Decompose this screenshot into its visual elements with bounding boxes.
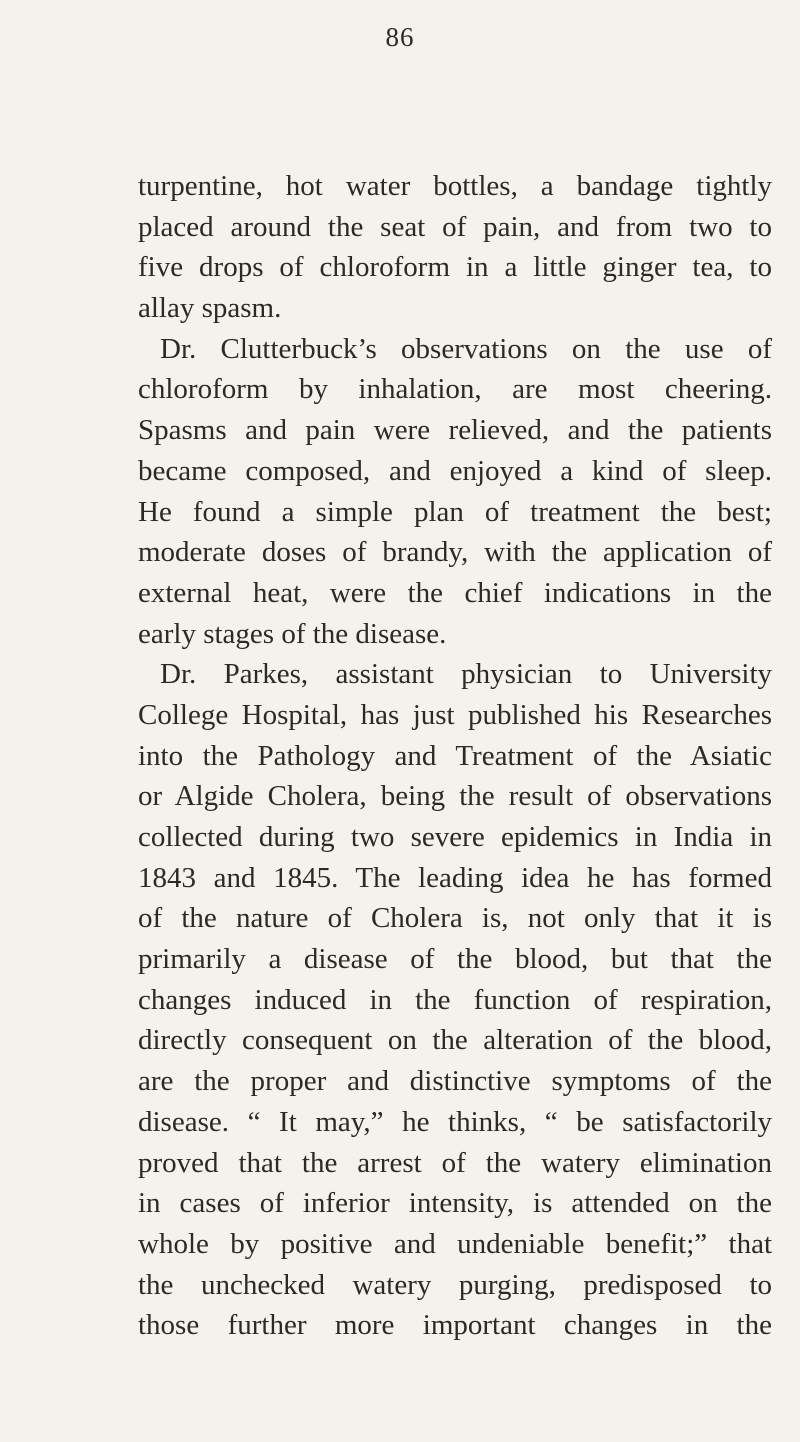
text-line: Dr. Parkes, assistant physician to University	[160, 658, 772, 691]
text-line: proved that the arrest of the watery elimination	[138, 1146, 772, 1179]
text-line: primarily a disease of the blood, but that the	[138, 943, 772, 976]
text-line: Spasms and pain were relieved, and the patients	[138, 414, 772, 447]
text-line: collected during two severe epidemics in India in	[138, 821, 772, 853]
text-line: external heat, were the chief indications in the	[138, 576, 772, 609]
text-line: whole by positive and undeniable benefit;” that	[138, 1227, 772, 1260]
text-line: moderate doses of brandy, with the application of	[138, 536, 772, 569]
body-text	[138, 166, 772, 1346]
text-line: of the nature of Cholera is, not only that it is	[138, 902, 772, 935]
text-line: or Algide Cholera, being the result of observations	[138, 780, 772, 813]
text-line: He found a simple plan of treatment the best;	[138, 495, 772, 528]
text-line: directly consequent on the alteration of the blood,	[138, 1024, 772, 1057]
page-number: 86	[385, 22, 415, 52]
text-line: allay spasm.	[138, 292, 282, 325]
text-line: into the Pathology and Treatment of the Asiatic	[138, 739, 772, 772]
text-line: College Hospital, has just published his Researches	[138, 698, 772, 731]
text-line: those further more important changes in the	[138, 1309, 772, 1342]
text-line: Dr. Clutterbuck’s observations on the use of	[160, 332, 772, 365]
text-line: early stages of the disease.	[138, 617, 447, 650]
text-line: in cases of inferior intensity, is attended on the	[138, 1187, 772, 1220]
text-line: 1843 and 1845. The leading idea he has formed	[138, 861, 772, 894]
text-line: placed around the seat of pain, and from two to	[138, 210, 772, 243]
text-line: five drops of chloroform in a little ginger tea, to	[138, 251, 772, 284]
text-line: changes induced in the function of respiration,	[138, 983, 772, 1016]
text-line: chloroform by inhalation, are most cheering.	[138, 373, 772, 406]
text-line: became composed, and enjoyed a kind of sleep.	[138, 454, 772, 487]
text-line: are the proper and distinctive symptoms of the	[138, 1065, 772, 1098]
text-line: the unchecked watery purging, predisposed to	[138, 1268, 772, 1301]
text-line: turpentine, hot water bottles, a bandage tightly	[138, 170, 772, 202]
text-line: disease. “ It may,” he thinks, “ be satisfactorily	[138, 1105, 772, 1138]
